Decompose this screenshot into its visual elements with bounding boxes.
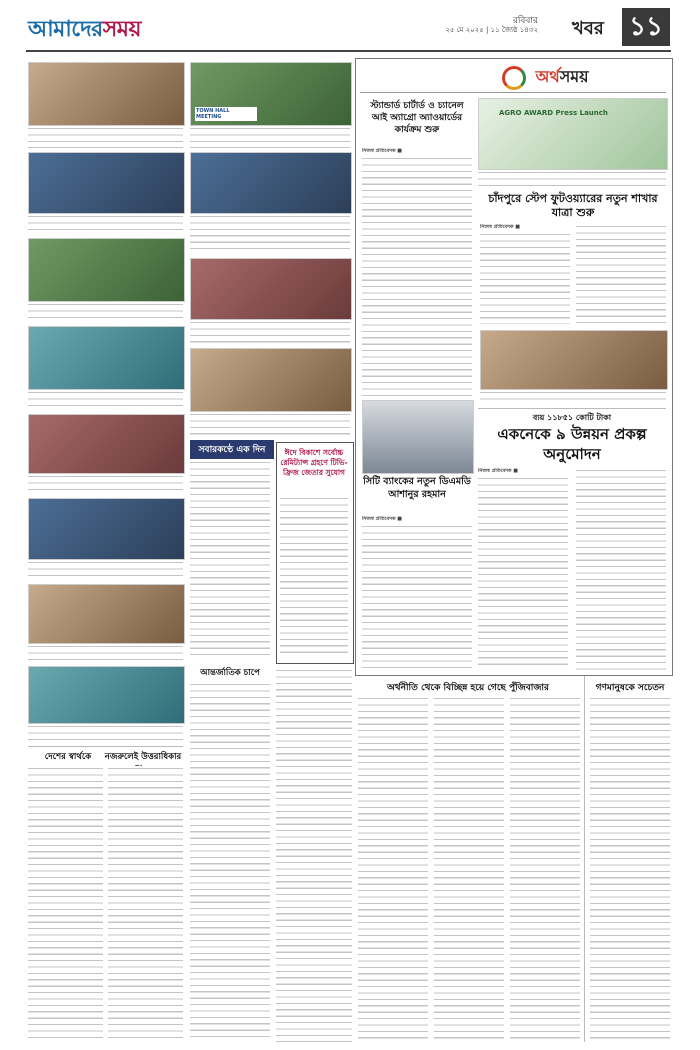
rule-ecnec	[478, 408, 666, 409]
body-international	[190, 682, 270, 1042]
headline-sc: স্ট্যান্ডার্ড চার্টার্ড ও চ্যানেল আই অ্যাগ্রো অ্যাওয়ার্ডের কার্যক্রম শুরু	[370, 101, 464, 135]
photo-warehouse	[28, 238, 185, 302]
photo-signing	[28, 584, 185, 644]
section-logo: অর্থসময়	[423, 64, 668, 90]
body-chandpur-2	[576, 224, 666, 324]
headline-poverty: অর্থনীতি থেকে বিচ্ছিন্ন হয়ে গেছে পুঁজিবাজার	[386, 683, 549, 693]
headline-international: আন্তর্জাতিক চাপে	[200, 668, 260, 678]
photo-town-hall	[190, 62, 352, 126]
section-title: খবর	[572, 18, 604, 39]
photo-chandpur	[480, 330, 668, 390]
headline-public: গণমানুষকে সচেতন	[595, 683, 665, 693]
headline-desh: দেশের স্বার্থকে	[44, 752, 92, 762]
caption-seminar	[190, 214, 350, 254]
byline-chandpur: নিজস্ব প্রতিবেদক ■	[480, 224, 520, 230]
photo-conference	[28, 326, 185, 390]
byline-city-bank: নিজস্ব প্রতিবেদক ■	[362, 516, 402, 522]
body-city-bank	[362, 524, 472, 670]
headline-eid-offer: ঈদে বিকাশে সর্বোচ্চ রেমিট্যান্স গ্রহণে টিভি-ফ্রিজ জেতার সুযোগ	[280, 448, 348, 477]
photo-event	[28, 414, 185, 474]
caption-conference	[28, 390, 183, 410]
body-public	[590, 696, 670, 1042]
header-rule	[26, 50, 671, 52]
caption-meeting	[190, 320, 350, 344]
newspaper-logo: আমাদেরসময়	[28, 16, 141, 42]
body-poverty-3	[510, 696, 580, 1042]
headline-city-bank: সিটি ব্যাংকের নতুন ডিএমডি আশানুর রহমান	[363, 476, 471, 500]
photo-ceremony	[190, 348, 352, 412]
section-rule	[360, 92, 666, 93]
header-day: রবিবার	[512, 16, 538, 26]
rule-public	[584, 676, 585, 1042]
body-ecnec-2	[576, 468, 666, 670]
photo-hall	[28, 498, 185, 560]
agro-award-banner: AGRO AWARD Press Launch	[499, 109, 608, 117]
body-sc	[362, 156, 472, 396]
body-ecnec-1	[478, 476, 568, 670]
photo-award-row	[28, 666, 185, 724]
caption-rally	[28, 126, 183, 148]
photo-seminar	[190, 152, 352, 214]
caption-agro-award	[478, 170, 666, 186]
headline-chandpur: চাঁদপুরে স্টেপ ফুটওয়্যারের নতুন শাখার যাত্রা শুরু	[488, 192, 658, 219]
headline-sobarkonthe: সবারকণ্ঠে এক দিন	[190, 440, 274, 459]
body-sobarkonthe	[190, 460, 270, 660]
kicker-ecnec: ব্যয় ১১৮৫১ কোটি টাকা	[532, 413, 612, 422]
body-international-2	[276, 668, 352, 1042]
headline-ecnec: একনেকে ৯ উন্নয়ন প্রকল্প অনুমোদন	[497, 425, 647, 463]
body-desh	[28, 766, 103, 1042]
photo-agro-award	[478, 98, 668, 170]
town-hall-banner: TOWN HALL MEETING	[195, 107, 257, 121]
header-date: ২৫ মে ২০২৫ | ১১ জ্যৈষ্ঠ ১৪৩২	[445, 26, 538, 34]
byline-ecnec: নিজস্ব প্রতিবেদক ■	[478, 468, 518, 474]
body-poverty-2	[434, 696, 504, 1042]
section-logo-icon	[502, 66, 526, 90]
body-chandpur-1	[480, 232, 570, 324]
page-number: ১১	[622, 8, 670, 46]
caption-warehouse	[28, 302, 183, 322]
caption-town-hall	[190, 126, 350, 148]
body-poverty-1	[358, 696, 428, 1042]
caption-group-1	[28, 214, 183, 234]
caption-ceremony	[190, 412, 350, 438]
caption-chandpur	[480, 390, 666, 404]
rule-desh	[28, 746, 183, 747]
byline-sc: নিজস্ব প্রতিবেদক ■	[362, 148, 402, 154]
caption-hall	[28, 560, 183, 580]
caption-event	[28, 474, 183, 494]
photo-group-1	[28, 152, 185, 214]
photo-portrait	[362, 400, 474, 474]
body-eid-offer	[280, 496, 348, 656]
body-nazrul	[108, 766, 183, 1042]
photo-meeting	[190, 258, 352, 320]
headline-nazrul: নজরুলেই উত্তরাধিকার	[104, 752, 182, 762]
photo-rally	[28, 62, 185, 126]
caption-signing	[28, 644, 183, 662]
caption-award-row	[28, 724, 183, 742]
